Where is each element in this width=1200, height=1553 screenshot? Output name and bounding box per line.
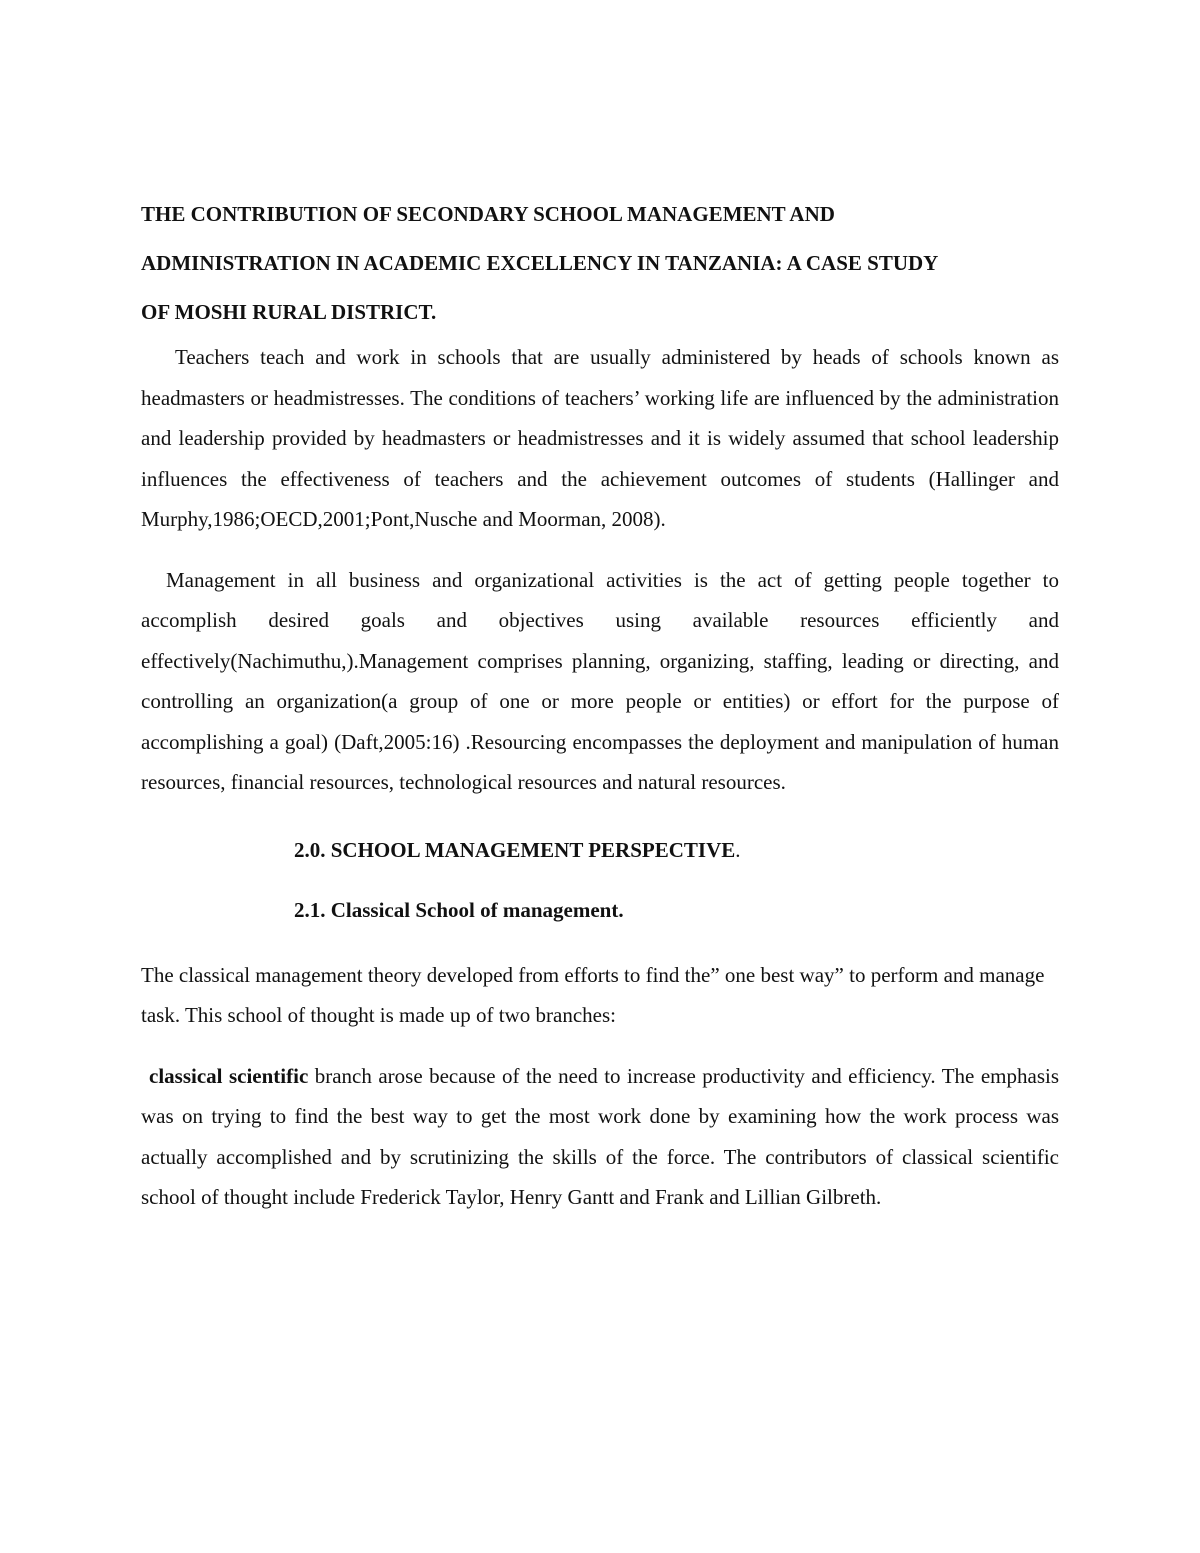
- paragraph-classical-scientific: [141, 1056, 1059, 1218]
- section-heading-2-0-text: 2.0. SCHOOL MANAGEMENT PERSPECTIVE: [294, 837, 736, 862]
- document-title-line-1: THE CONTRIBUTION OF SECONDARY SCHOOL MANAGEMENT AND: [141, 202, 835, 226]
- section-heading-2-0: [141, 835, 1059, 865]
- classical-scientific-text: branch arose because of the need to increase productivity and efficiency. The emphasis was on trying to find the best way to get the most work done by examining how the work process was actually accomplished and by scrutinizing the skills of the force. The contributors of classical scientific school of thought include Frederick Taylor, Henry Gantt and Frank and Lillian Gilbreth.: [141, 1063, 1059, 1209]
- document-page: [141, 190, 1059, 1218]
- section-heading-2-0-period: .: [735, 837, 741, 862]
- section-heading-2-1: 2.1. Classical School of management.: [294, 897, 624, 922]
- paragraph-classical-theory: The classical management theory developed from efforts to find the” one best way” to perform and manage task. This school of thought is made up of two branches:: [141, 962, 1045, 1027]
- paragraph-management: Management in all business and organizational activities is the act of getting people together to accomplish desired goals and objectives using available resources efficiently and effectively(Nachimuthu,).Management comprises planning, organizing, staffing, leading or directing, and controlling an organization(a group of one or more people or entities) or effort for the purpose of accomplishing a goal) (Daft,2005:16) .Resourcing encompasses the deployment and manipulation of human resources, financial resources, technological resources and natural resources.: [141, 567, 1059, 794]
- document-title-line-3: OF MOSHI RURAL DISTRICT.: [141, 300, 437, 324]
- document-title-line-2: ADMINISTRATION IN ACADEMIC EXCELLENCY IN TANZANIA: A CASE STUDY: [141, 251, 939, 275]
- paragraph-teachers: Teachers teach and work in schools that are usually administered by heads of schools known as headmasters or headmistresses. The conditions of teachers’ working life are influenced by the administration and leadership provided by headmasters or headmistresses and it is widely assumed that school leadership influences the effectiveness of teachers and the achievement outcomes of students (Hallinger and Murphy,1986;OECD,2001;Pont,Nusche and Moorman, 2008).: [141, 345, 1059, 531]
- classical-scientific-term: classical scientific: [149, 1063, 309, 1088]
